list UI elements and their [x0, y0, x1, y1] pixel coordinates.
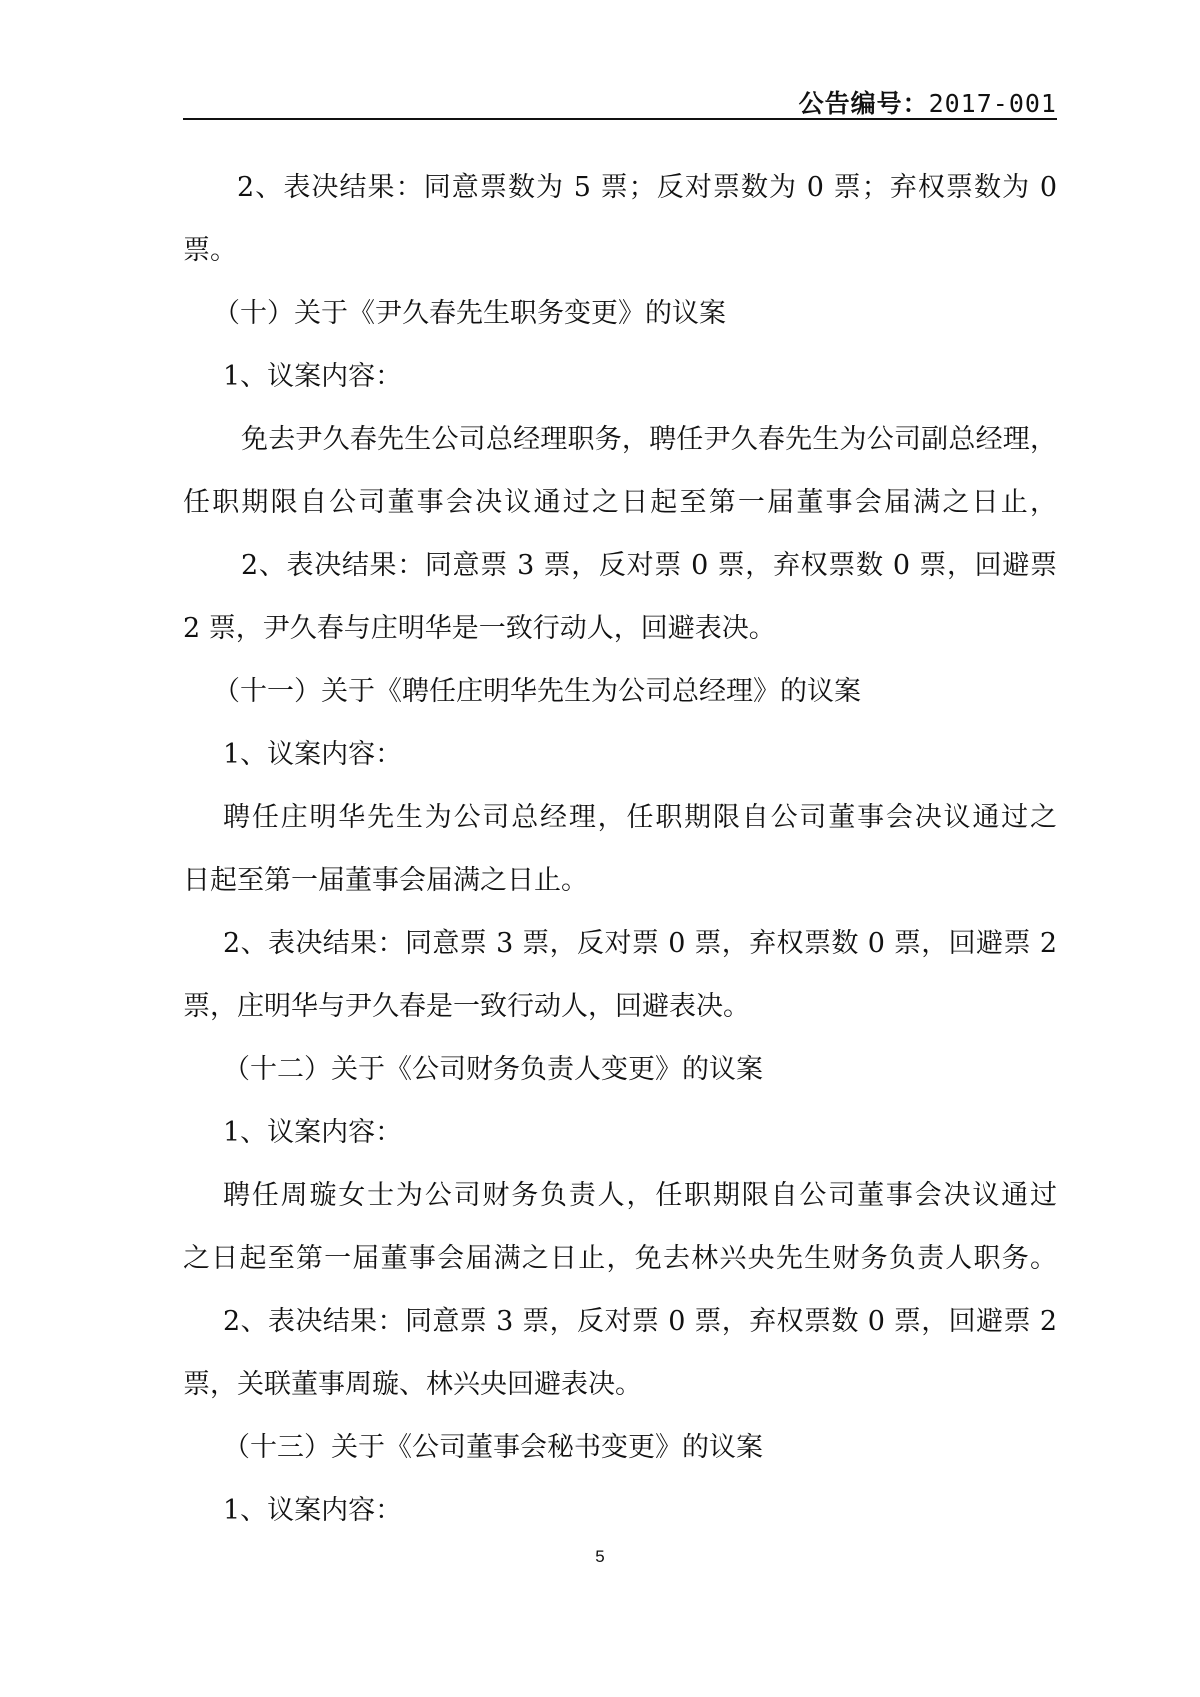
document-body: [183, 156, 1057, 1542]
paragraph-line: 之日起至第一届董事会届满之日止，免去林兴央先生财务负责人职务。: [183, 1243, 1057, 1274]
paragraph-line: 聘任周璇女士为公司财务负责人，任职期限自公司董事会决议通过: [223, 1180, 1057, 1211]
section-heading: （十二）关于《公司财务负责人变更》的议案: [223, 1054, 763, 1085]
paragraph-line: 日起至第一届董事会届满之日止。: [183, 865, 588, 896]
paragraph-line: 聘任庄明华先生为公司总经理，任职期限自公司董事会决议通过之: [223, 802, 1057, 833]
section-heading: （十一）关于《聘任庄明华先生为公司总经理》的议案: [213, 676, 861, 707]
announcement-number-value: 2017-001: [928, 89, 1057, 118]
section-heading: （十）关于《尹久春先生职务变更》的议案: [213, 298, 726, 329]
paragraph-line: 2、表决结果：同意票 3 票，反对票 0 票，弃权票数 0 票，回避票 2: [223, 928, 1057, 959]
paragraph-line: 票。: [183, 235, 237, 266]
paragraph-line: 2 票，尹久春与庄明华是一致行动人，回避表决。: [183, 613, 776, 644]
paragraph-line: 2、表决结果：同意票 3 票，反对票 0 票，弃权票数 0 票，回避票: [241, 550, 1057, 581]
paragraph-line: 票，庄明华与尹久春是一致行动人，回避表决。: [183, 991, 750, 1022]
subheading: 1、议案内容：: [223, 361, 403, 392]
paragraph-line: 免去尹久春先生公司总经理职务，聘任尹久春先生为公司副总经理，: [241, 424, 1057, 455]
header-divider: [183, 118, 1057, 120]
paragraph-line: 票，关联董事周璇、林兴央回避表决。: [183, 1369, 642, 1400]
subheading: 1、议案内容：: [223, 1117, 403, 1148]
subheading: 1、议案内容：: [223, 739, 403, 770]
announcement-number-label: 公告编号：: [798, 89, 929, 118]
announcement-number: [799, 84, 1057, 120]
section-heading: （十三）关于《公司董事会秘书变更》的议案: [223, 1432, 763, 1463]
subheading: 1、议案内容：: [223, 1495, 403, 1526]
paragraph-line: 任职期限自公司董事会决议通过之日起至第一届董事会届满之日止，: [183, 487, 1057, 518]
paragraph-line: 2、表决结果：同意票数为 5 票；反对票数为 0 票；弃权票数为 0: [237, 172, 1057, 203]
page-number: 5: [595, 1547, 605, 1566]
paragraph-line: 2、表决结果：同意票 3 票，反对票 0 票，弃权票数 0 票，回避票 2: [223, 1306, 1057, 1337]
